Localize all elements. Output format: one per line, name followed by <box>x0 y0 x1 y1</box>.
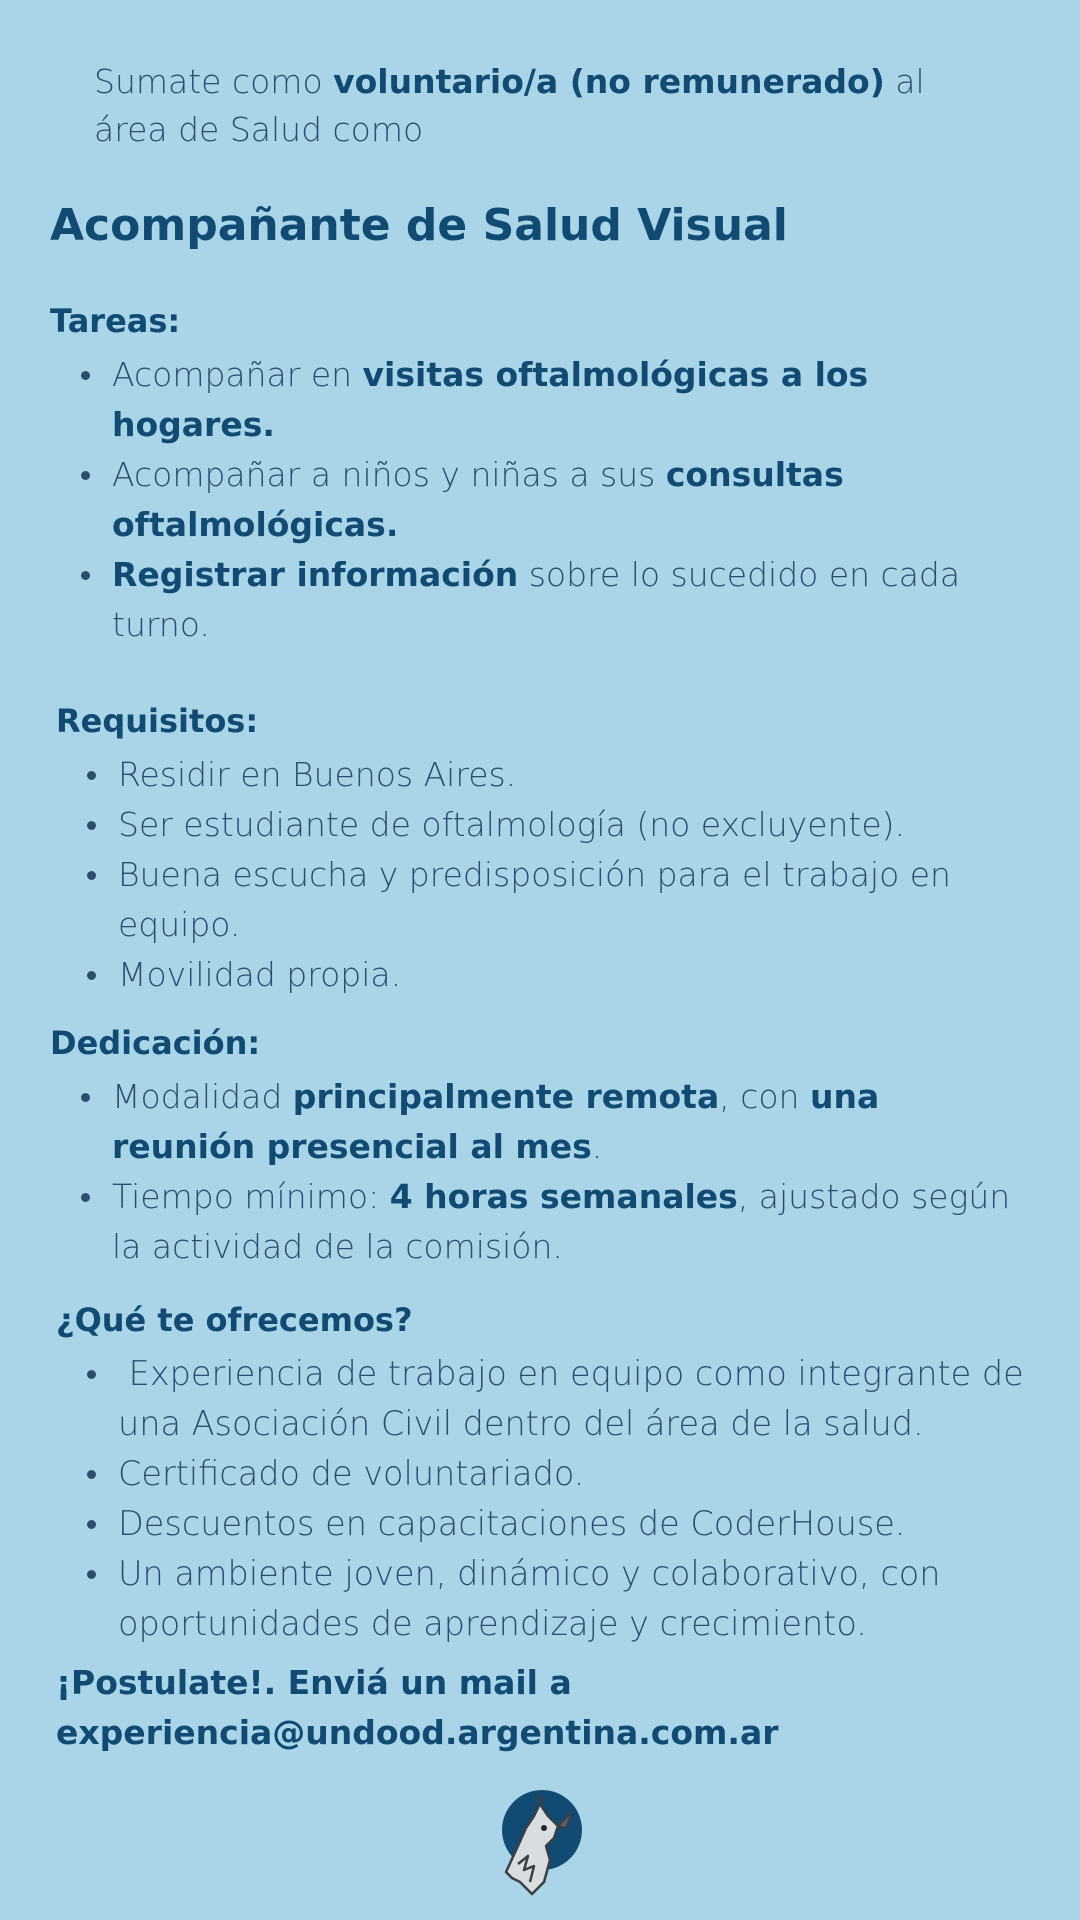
item-bold: una reunión presencial al mes <box>112 1077 880 1166</box>
tareas-list <box>50 350 1030 650</box>
ofrecemos-list <box>56 1349 1036 1649</box>
dedicacion-heading: Dedicación: <box>50 1024 261 1062</box>
wolf-howling-icon <box>488 1786 584 1896</box>
dedicacion-list <box>50 1072 1030 1272</box>
section-dedicacion <box>50 1020 1030 1272</box>
section-tareas <box>50 298 1030 650</box>
item-text: . <box>591 1127 603 1166</box>
requisitos-list <box>56 750 1036 1000</box>
intro-bold: voluntario/a (no remunerado) <box>333 62 885 101</box>
item-text: Modalidad <box>112 1077 293 1116</box>
ofrecemos-heading: ¿Qué te ofrecemos? <box>56 1301 413 1339</box>
list-item <box>112 450 1030 550</box>
page-title: Acompañante de Salud Visual <box>50 200 788 251</box>
list-item: Descuentos en capacitaciones de CoderHouse. <box>118 1499 1036 1549</box>
list-item: Experiencia de trabajo en equipo como integrante de una Asociación Civil dentro del área de la salud. <box>118 1349 1036 1449</box>
section-ofrecemos <box>56 1297 1036 1649</box>
item-text: , ajustado según la actividad de la comisión. <box>112 1177 1011 1266</box>
item-text: Acompañar a niños y niñas a sus <box>112 455 666 494</box>
item-bold: 4 horas semanales <box>389 1177 738 1216</box>
item-text: sobre lo sucedido en cada turno. <box>112 555 961 644</box>
item-bold: visitas oftalmológicas a los hogares. <box>112 355 869 444</box>
wolf-eye <box>541 1825 547 1831</box>
item-bold: consultas oftalmológicas. <box>112 455 844 544</box>
intro-text <box>94 58 994 154</box>
list-item: Certificado de voluntariado. <box>118 1449 1036 1499</box>
intro-pre: Sumate como <box>94 62 334 101</box>
intro-post: al área de Salud como <box>94 62 925 149</box>
item-bold: principalmente remota <box>292 1077 720 1116</box>
list-item: Movilidad propia. <box>118 950 1036 1000</box>
list-item <box>112 1172 1030 1272</box>
requisitos-heading: Requisitos: <box>56 702 259 740</box>
item-bold: Registrar información <box>112 555 519 594</box>
item-text: Tiempo mínimo: <box>112 1177 390 1216</box>
list-item: Ser estudiante de oftalmología (no excluyente). <box>118 800 1036 850</box>
call-to-action <box>56 1658 1036 1758</box>
item-text: Acompañar en <box>112 355 363 394</box>
list-item: Residir en Buenos Aires. <box>118 750 1036 800</box>
list-item <box>112 550 1030 650</box>
item-text: , con <box>719 1077 810 1116</box>
list-item <box>112 350 1030 450</box>
contact-email-link[interactable]: experiencia@undood.argentina.com.ar <box>56 1713 779 1752</box>
list-item: Buena escucha y predisposición para el trabajo en equipo. <box>118 850 1036 950</box>
section-requisitos <box>56 698 1036 1000</box>
cta-text: ¡Postulate!. Enviá un mail a <box>56 1663 572 1702</box>
list-item <box>112 1072 1030 1172</box>
list-item: Un ambiente joven, dinámico y colaborativo, con oportunidades de aprendizaje y crecimiento. <box>118 1549 1036 1649</box>
tareas-heading: Tareas: <box>50 302 181 340</box>
